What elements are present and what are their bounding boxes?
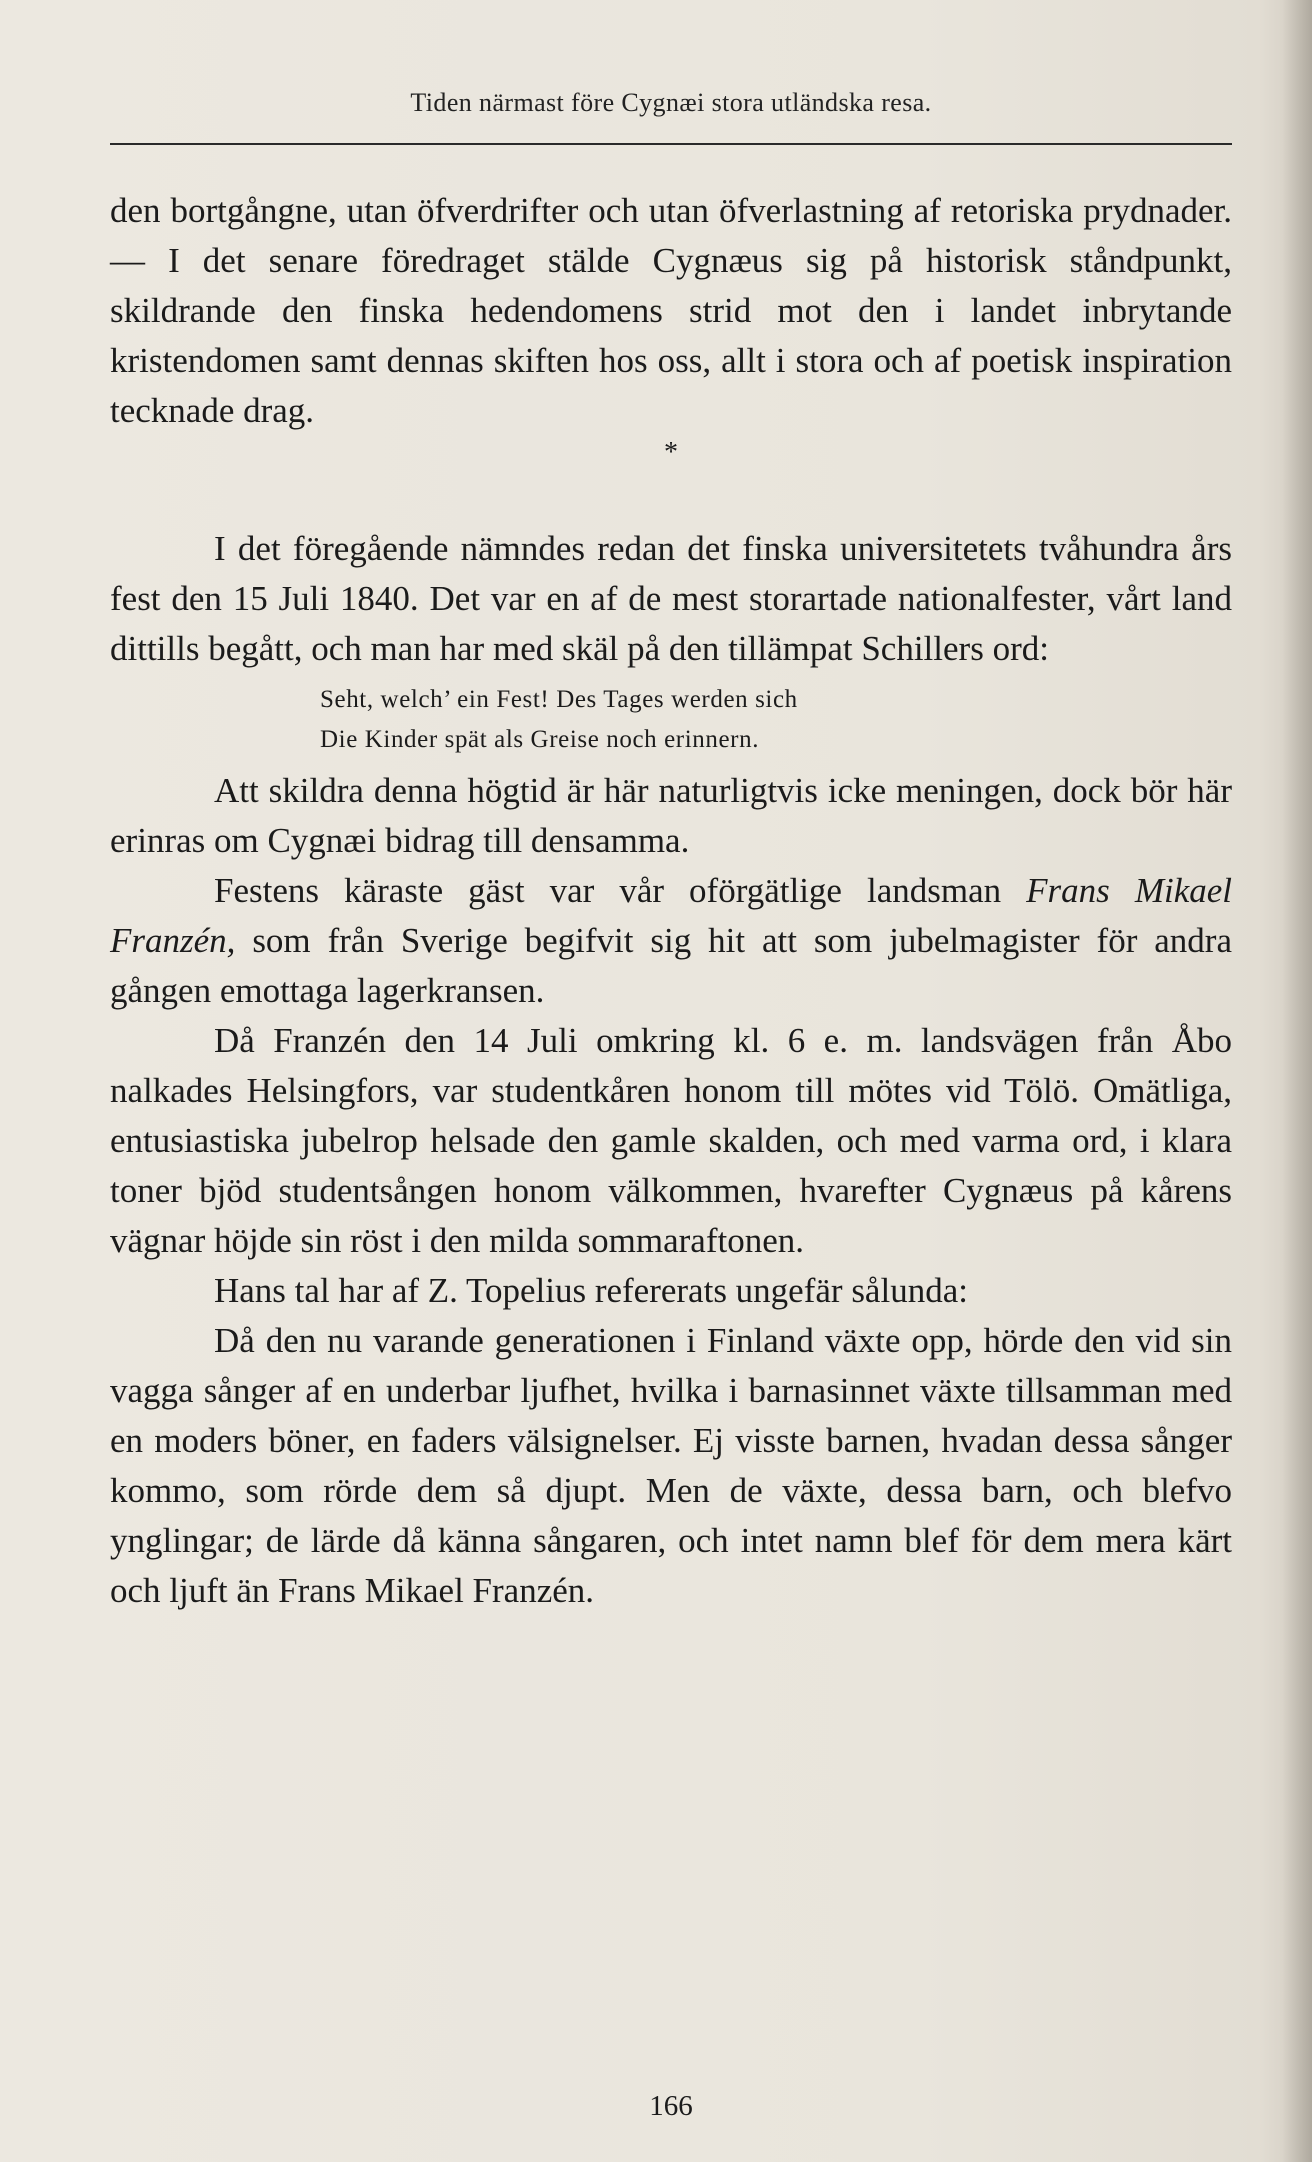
paragraph-4-end: som från Sverige begifvit sig hit att som jubelmagister för andra gången emottaga lagerkransen.: [110, 921, 1232, 1010]
franzen-name: Frans Mikael Franzén,: [110, 871, 1233, 960]
section-separator: *: [664, 437, 678, 468]
paragraph-4: [110, 866, 1232, 1016]
paragraph-3: Att skildra denna högtid är här naturligtvis icke meningen, dock bör här erinras om Cygnæi bidrag till densamma.: [110, 771, 1232, 860]
page-number: 166: [649, 2090, 693, 2122]
schiller-quote: [110, 680, 1232, 760]
paragraph-4-start: Festens käraste gäst var vår oförgätlige landsman: [214, 871, 1027, 910]
paragraph-1: den bortgångne, utan öfverdrifter och utan öfverlastning af retoriska prydnader. — I det senare föredraget stälde Cygnæus sig på historisk ståndpunkt, skildrande den finska hedendomens strid mot den i landet inbrytande kristendomen samt dennas skiften hos oss, allt i stora och af poetisk inspiration tecknade drag.: [110, 191, 1232, 430]
paragraph-2: I det föregående nämndes redan det finska universitetets tvåhundra års fest den 15 Juli 1840. Det var en af de mest storartade nationalfester, vårt land dittills begått, och man har med skäl på den tillämpat Schillers ord:: [110, 529, 1232, 668]
running-head: Tiden närmast före Cygnæi stora utländska resa.: [410, 88, 932, 117]
paragraph-6: Hans tal har af Z. Topelius refererats ungefär sålunda:: [214, 1271, 968, 1310]
header-rule: [110, 143, 1232, 145]
paragraph-7: Då den nu varande generationen i Finland växte opp, hörde den vid sin vagga sånger af en underbar ljufhet, hvilka i barnasinnet växte tillsamman med en moders böner, en faders välsignelser. Ej visste barnen, hvadan dessa sånger kommo, som rörde dem så djupt. Men de växte, dessa barn, och blefvo ynglingar; de lärde då känna sångaren, och intet namn blef för dem mera kärt och ljuft än Frans Mikael Franzén.: [110, 1321, 1232, 1610]
quote-line-2: Die Kinder spät als Greise noch erinnern.: [320, 726, 760, 753]
quote-line-1: Seht, welch’ ein Fest! Des Tages werden sich: [320, 686, 798, 713]
paragraph-5: Då Franzén den 14 Juli omkring kl. 6 e. m. landsvägen från Åbo nalkades Helsingfors, var studentkåren honom till mötes vid Tölö. Omätliga, entusiastiska jubelrop helsade den gamle skalden, och med varma ord, i klara toner bjöd studentsången honom välkommen, hvarefter Cygnæus på kårens vägnar höjde sin röst i den milda sommaraftonen.: [110, 1021, 1232, 1260]
body-text: [110, 186, 1232, 1616]
